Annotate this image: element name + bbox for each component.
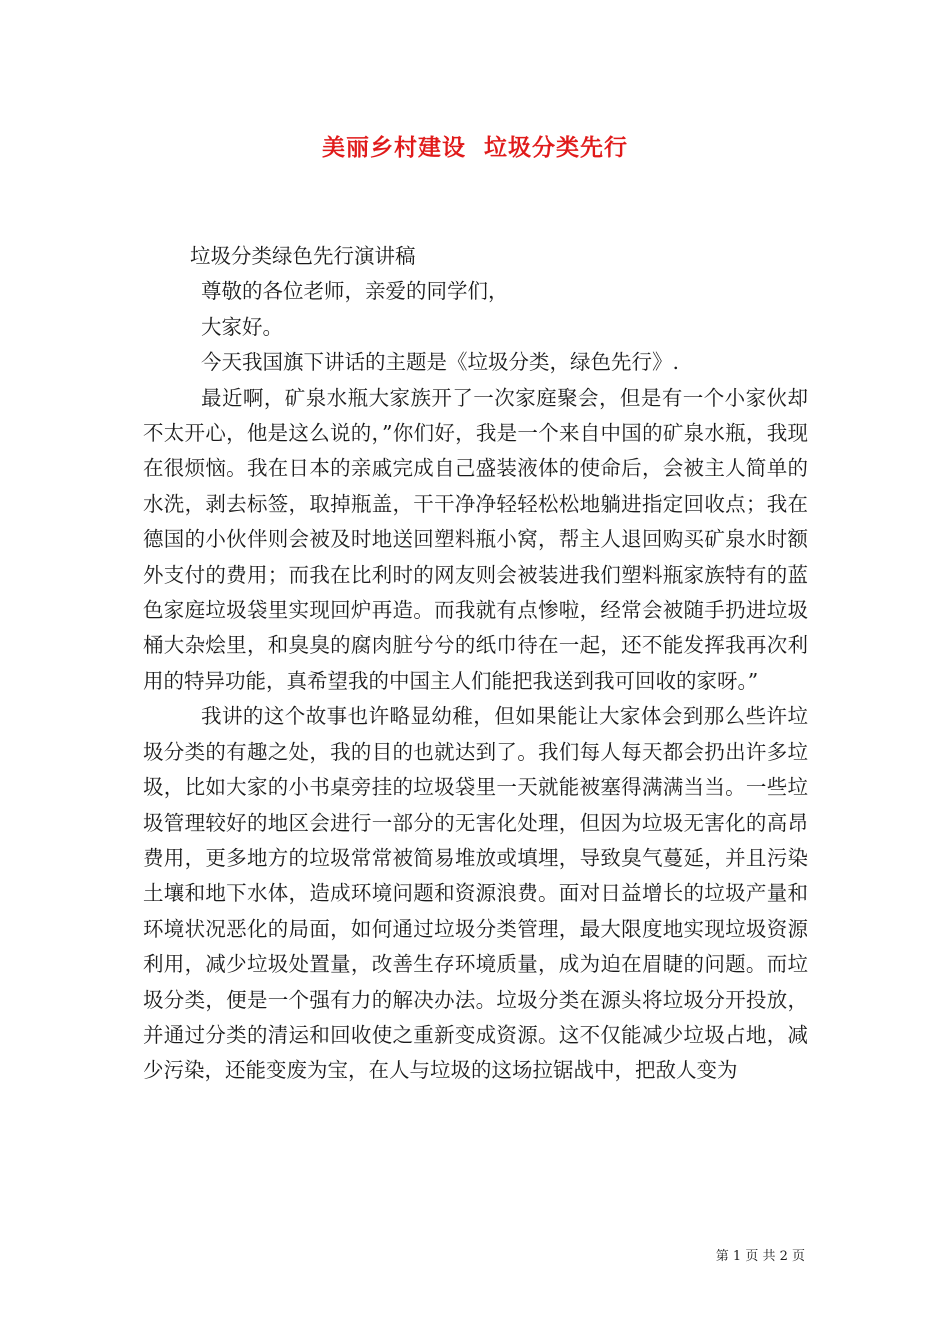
- paragraph-greeting: 大家好。: [201, 314, 283, 339]
- paragraph-salutation: 尊敬的各位老师，亲爱的同学们，: [201, 279, 509, 304]
- paragraph-subtitle: 垃圾分类绿色先行演讲稿: [190, 244, 416, 268]
- page-number-footer: 第 1 页 共 2 页: [715, 1249, 805, 1264]
- paragraph-story: 最近啊，矿泉水瓶大家族开了一次家庭聚会，但是有一个小家伙却不太开心，他是这么说的，”你们好，我是一个来自中国的矿泉水瓶，我现在很烦恼。我在日本的亲戚完成自己盛装液体的使命后，会被主人简单的水洗，剥去标签，取掉瓶盖，干干净净轻轻松松地躺进指定回收点；我在德国的小伙伴则会被及时地送回塑料瓶小窝，帮主人退回购买矿泉水时额外支付的费用；而我在比利时的网友则会被装进我们塑料瓶家族特有的蓝色家庭垃圾袋里实现回炉再造。而我就有点惨啦，经常会被随手扔进垃圾桶大杂烩里，和臭臭的腐肉脏兮兮的纸巾待在一起，还不能发挥我再次利用的特异功能，真希望我的中国主人们能把我送到我可回收的家呀。”: [143, 385, 808, 693]
- paragraph-topic: 今天我国旗下讲话的主题是《垃圾分类，绿色先行》.: [201, 350, 680, 375]
- document-body: [143, 239, 808, 1089]
- paragraph-discussion: 我讲的这个故事也许略显幼稚，但如果能让大家体会到那么些许垃圾分类的有趣之处，我的目的也就达到了。我们每人每天都会扔出许多垃圾，比如大家的小书桌旁挂的垃圾袋里一天就能被塞得满满当当。一些垃圾管理较好的地区会进行一部分的无害化处理，但因为垃圾无害化的高昂费用，更多地方的垃圾常常被简易堆放或填埋，导致臭气蔓延，并且污染土壤和地下水体，造成环境问题和资源浪费。面对日益增长的垃圾产量和环境状况恶化的局面，如何通过垃圾分类管理，最大限度地实现垃圾资源利用，减少垃圾处置量，改善生存环境质量，成为迫在眉睫的问题。而垃圾分类，便是一个强有力的解决办法。垃圾分类在源头将垃圾分开投放，并通过分类的清运和回收使之重新变成资源。这不仅能减少垃圾占地，减少污染，还能变废为宝，在人与垃圾的这场拉锯战中，把敌人变为: [143, 704, 808, 1083]
- document-title: 美丽乡村建设 垃圾分类先行: [321, 134, 628, 161]
